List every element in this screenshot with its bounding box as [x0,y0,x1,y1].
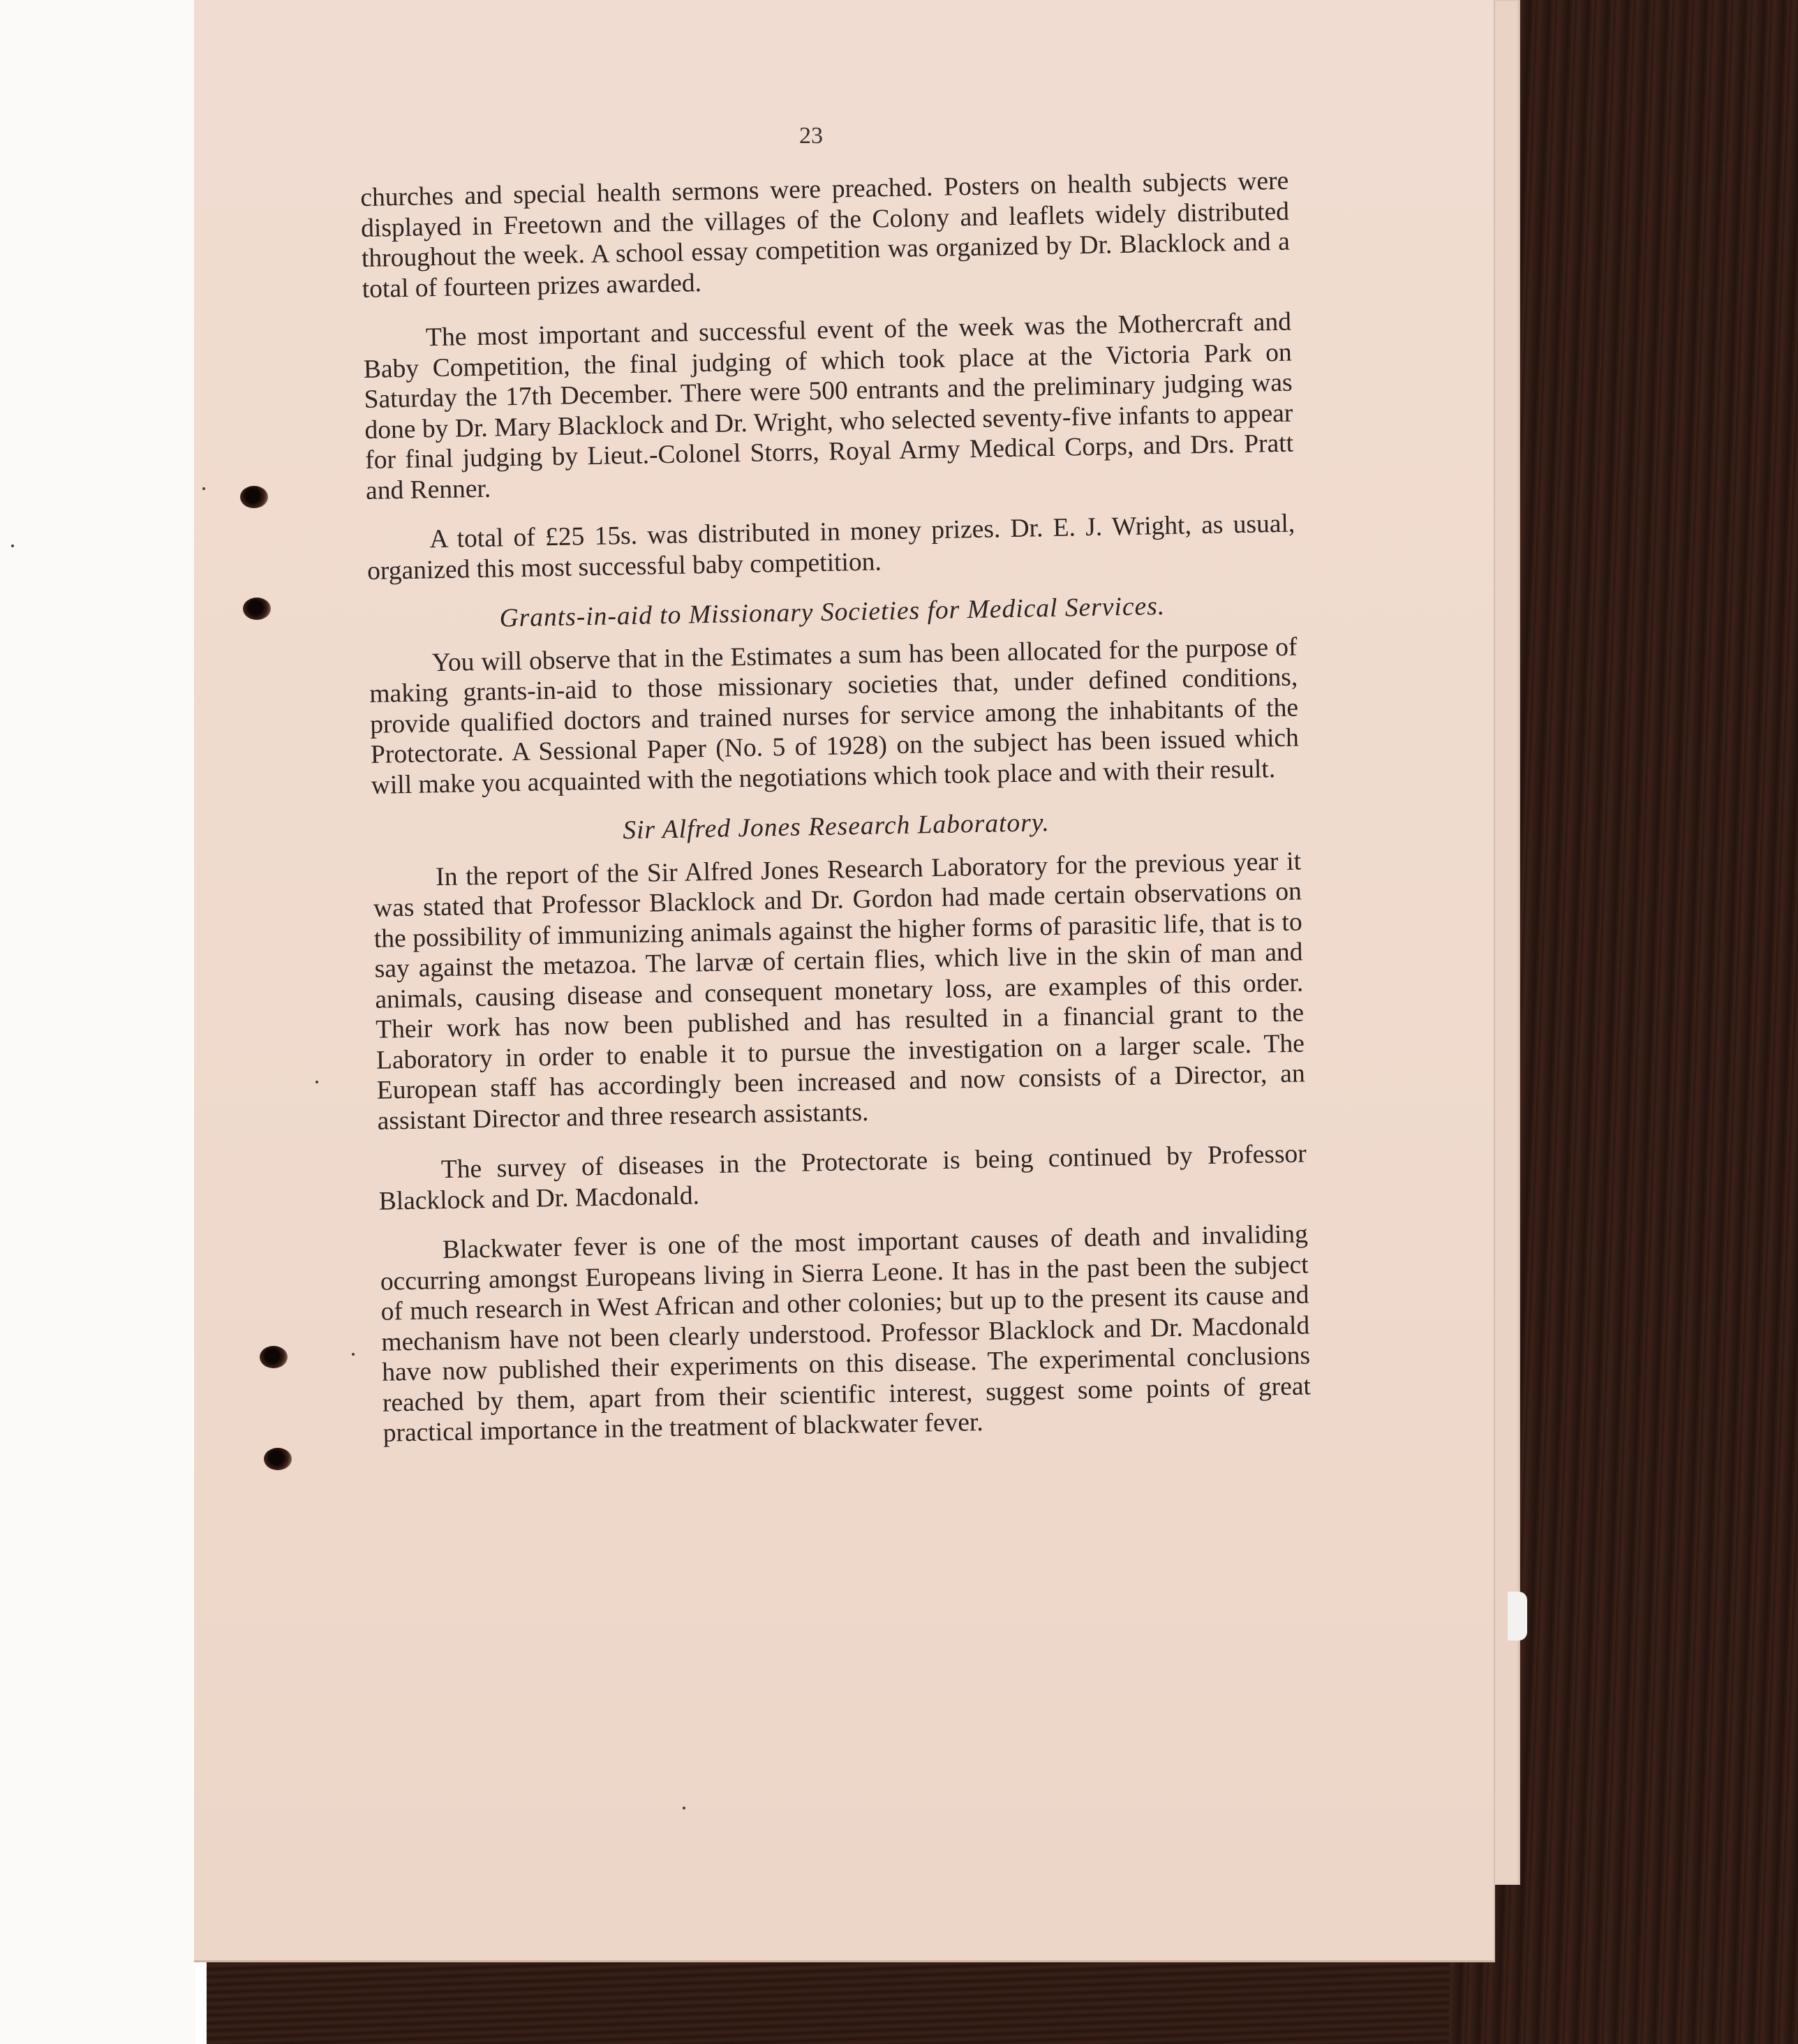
punch-hole [260,1346,288,1368]
speck [11,545,14,547]
speck [352,1353,355,1356]
punch-hole [240,486,268,508]
heading-research-laboratory: Sir Alfred Jones Research Laboratory. [622,808,1050,845]
speck [315,1081,318,1083]
scan-margin [0,0,195,2044]
paragraph-baby-competition: The most important and successful event of the week was the Mothercraft and Baby Competition, the final judging of which took place at the Victoria Park on Saturday the 17th December. There were 500 entrants and the preliminary judging was done by Dr. Mary Blacklock and Dr. Wright, who selected seventy-five infants to appear for final judging by Lieut.-Colonel Storrs, Royal Army Medical Corps, and Drs. Pratt and Renner. [363,307,1294,505]
speck [202,487,205,490]
paragraph-money-prizes: A total of £25 15s. was distributed in money prizes. Dr. E. J. Wright, as usual, organized this most successful baby competition. [366,509,1295,586]
paragraph-health-week: churches and special health sermons were preached. Posters on health subjects were displayed in Freetown and the villages of the Colony and leaflets widely distributed throughout the week. A school essay competition was organized by Dr. Blacklock and a total of fourteen prizes awarded. [360,166,1291,304]
paragraph-disease-survey: The survey of diseases in the Protectorate is being continued by Professor Blacklock and Dr. Macdonald. [378,1139,1307,1216]
punch-hole [243,598,271,620]
paragraph-laboratory-report: In the report of the Sir Alfred Jones Research Laboratory for the previous year it was stated that Professor Blacklock and Dr. Gordon had made certain observations on the possibility of immunizing animals against the higher forms of parasitic life, that is to say against the metazoa. The larvæ of certain flies, which live in the skin of man and animals, causing disease and consequent monetary loss, are examples of this order. Their work has now been published and has resulted in a financial grant to the Laboratory in order to enable it to pursue the investigation on a larger scale. The European staff has accordingly been increased and now consists of a Director, an assistant Director and three research assistants. [373,846,1305,1136]
speck [683,1807,685,1809]
body-text [360,166,1312,1469]
page-number: 23 [799,123,823,149]
heading-grants-in-aid: Grants-in-aid to Missionary Societies for Medical Services. [499,591,1166,633]
paper-tab [1508,1592,1527,1641]
paragraph-blackwater-fever: Blackwater fever is one of the most important causes of death and invaliding occurring amongst Europeans living in Sierra Leone. It has in the past been the subject of much research in West African and other colonies; but up to the present its cause and mechanism have not been clearly understood. Professor Blacklock and Dr. Macdonald have now published their experiments on this disease. The experimental conclusions reached by them, apart from their scientific interest, suggest some points of great practical importance in the treatment of blackwater fever. [380,1220,1312,1448]
paragraph-grants: You will observe that in the Estimates a sum has been allocated for the purpose of making grants-in-aid to those missionary societies that, under defined conditions, provide qualified doctors and trained nurses for service among the inhabitants of the Protectorate. A Sessional Paper (No. 5 of 1928) on the subject has been issued which will make you acquainted with the negotiations which took place and with their result. [369,632,1300,800]
punch-hole [264,1448,292,1470]
wood-background-bottom [207,1955,1449,2044]
